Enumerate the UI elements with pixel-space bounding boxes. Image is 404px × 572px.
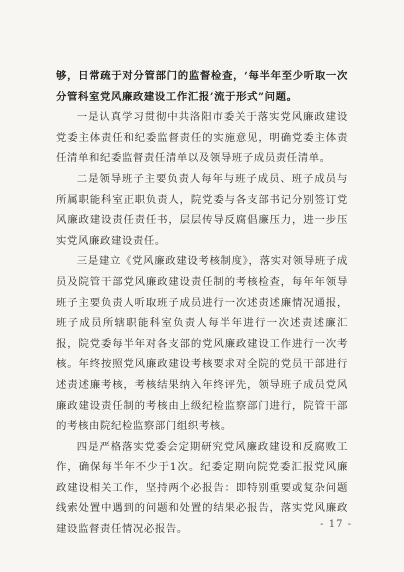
intro-fragment: 够，日常疏于对分管部门的监督检查，‘每半年至少听取一次分管科室党风廉政建设工作汇报’流于形式”问题。 bbox=[56, 70, 348, 103]
paragraph-4: 四是严格落实党委会定期研究党风廉政建设和反腐败工作，确保每半年不少于1次。纪委定期向院党委汇报党风廉政建设相关工作，坚持两个必报告：即特别重要或复杂问题线索处置中遇到的问题和处置的结果必报告，落实党风廉政建设监督责任情况必报告。 bbox=[56, 440, 348, 536]
page-number: - 17 - bbox=[320, 519, 352, 530]
paragraph-1: 一是认真学习贯彻中共洛阳市委关于落实党风廉政建设党委主体责任和纪委监督责任的实施意见，明确党委主体责任清单和纪委监督责任清单以及领导班子成员责任清单。 bbox=[56, 111, 348, 165]
paragraph-2: 二是领导班子主要负责人每年与班子成员、班子成员与所属职能科室正职负责人，院党委与各支部书记分别签订党风廉政建设责任责任书，层层传导反腐倡廉压力，进一步压实党风廉政建设责任。 bbox=[56, 172, 348, 247]
paragraph-3: 三是建立《党风廉政建设考核制度》，落实对领导班子成员及院管干部党风廉政建设责任制的考核检查，每年年领导班子主要负责人听取班子成员进行一次述责述廉情况通报，班子成员所辖职能科室负责人每半年进行一次述责述廉汇报，院党委每半年对各支部的党风廉政建设工作进行一次考核。年终按照党风廉政建设考核要求对全院的党员干部进行述责述廉考核，考核结果纳入年终评先，领导班子成员党风廉政建设责任制的考核由上级纪检监察部门进行，院管干部的考核由院纪检监察部门组织考核。 bbox=[56, 255, 348, 433]
